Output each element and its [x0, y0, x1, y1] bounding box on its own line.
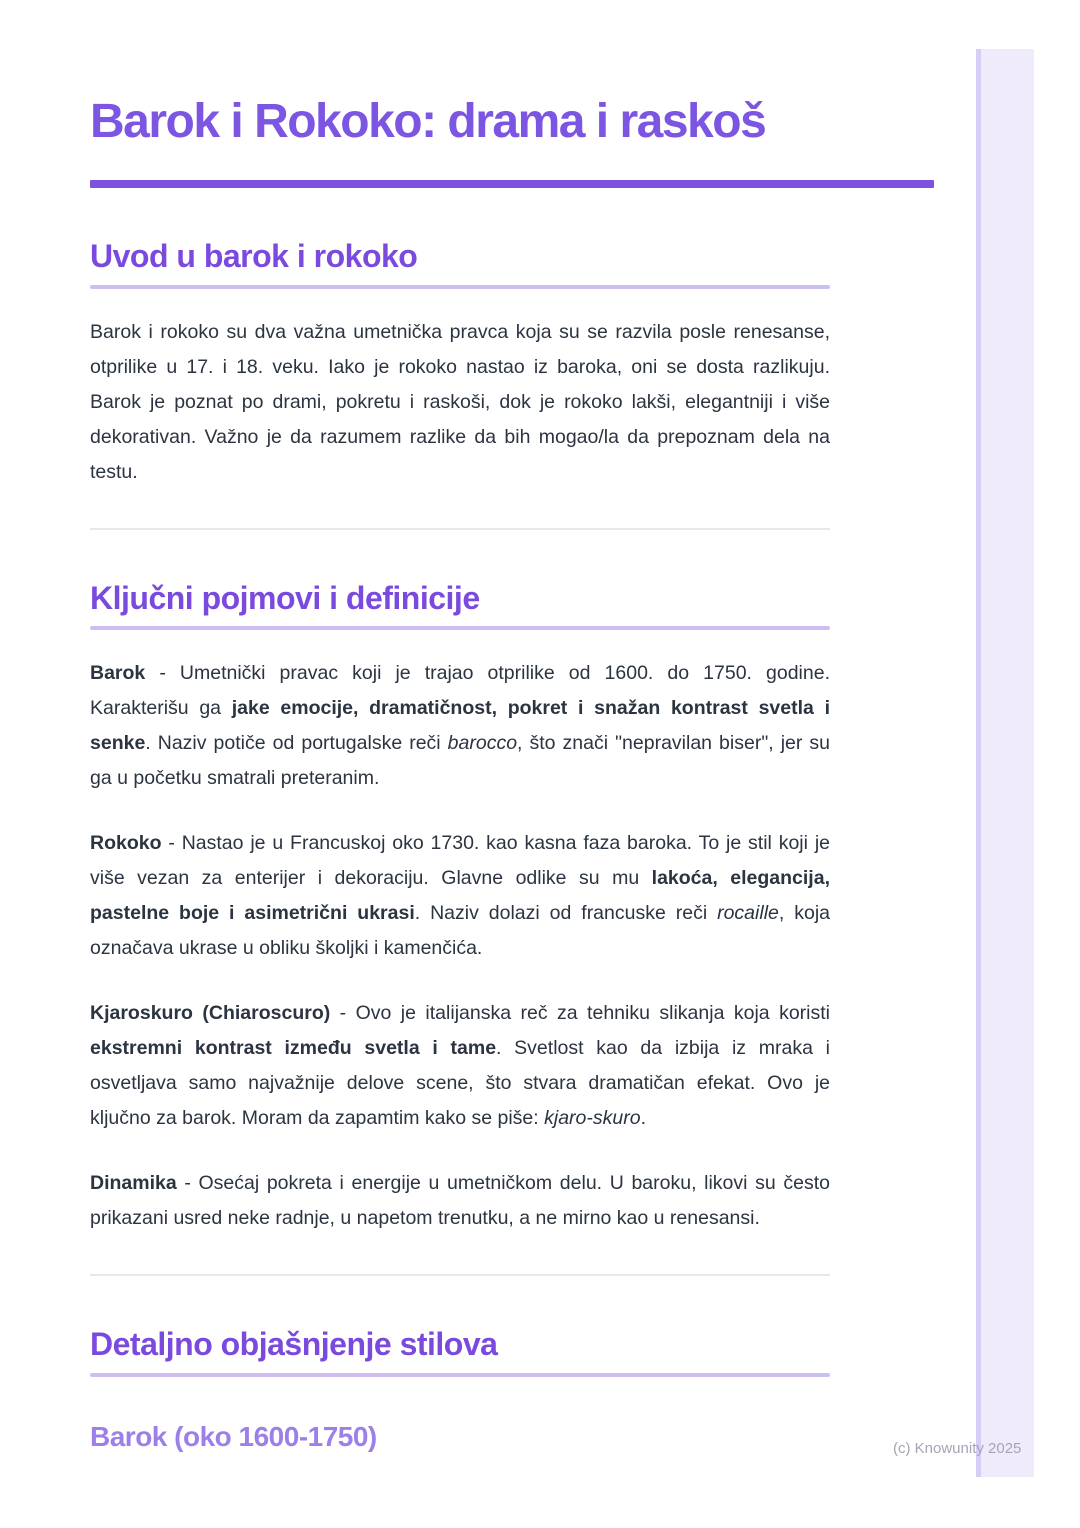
section-uvod — [90, 238, 830, 490]
definition-paragraph-barok: Barok - Umetnički pravac koji je trajao otprilike od 1600. do 1750. godine. Karakterišu ga jake emocije, dramatičnost, pokret i snažan kontrast svetla i senke. Naziv potiče od portugalske reči barocco, što znači "nepravilan biser", jer su ga u početku smatrali preteranim. — [90, 662, 830, 790]
title-rule — [90, 180, 934, 188]
heading-rule — [90, 1373, 830, 1377]
section-heading-kljucni-pojmovi: Ključni pojmovi i definicije — [90, 579, 480, 616]
section-heading-detaljno-objasnjenje: Detaljno objašnjenje stilova — [90, 1326, 498, 1363]
page-title: Barok i Rokoko: drama i raskoš — [90, 95, 766, 148]
document-content — [90, 0, 830, 1453]
decorative-side-bar — [976, 49, 1034, 1477]
section-detaljno-objasnjenje — [90, 1326, 830, 1453]
definition-paragraph-rokoko: Rokoko - Nastao je u Francuskoj oko 1730. kao kasna faza baroka. To je stil koji je više vezan za enterijer i dekoraciju. Glavne odlike su mu lakoća, elegancija, pastelne boje i asimetrični ukrasi. Naziv dolazi od francuske reči rocaille, koja označava ukrase u obliku školjki i kamenčića. — [90, 832, 830, 960]
section-heading-uvod: Uvod u barok i rokoko — [90, 237, 418, 274]
section-divider — [90, 1274, 830, 1276]
intro-paragraph: Barok i rokoko su dva važna umetnička pravca koja su se razvila posle renesanse, otprilike u 17. i 18. veku. Iako je rokoko nastao iz baroka, oni se dosta razlikuju. Barok je poznat po drami, pokretu i raskoši, dok je rokoko lakši, elegantniji i više dekorativan. Važno je da razumem razlike da bih mogao/la da prepoznam dela na testu. — [90, 320, 830, 483]
section-kljucni-pojmovi — [90, 580, 830, 1237]
copyright-notice: (c) Knowunity 2025 — [893, 1440, 1022, 1457]
subsection-heading-barok-period: Barok (oko 1600-1750) — [90, 1421, 377, 1453]
heading-rule — [90, 285, 830, 289]
section-divider — [90, 528, 830, 530]
definition-paragraph-dinamika: Dinamika - Osećaj pokreta i energije u umetničkom delu. U baroku, likovi su često prikazani usred neke radnje, u napetom trenutku, a ne mirno kao u renesansi. — [90, 1172, 830, 1230]
heading-rule — [90, 626, 830, 630]
definition-paragraph-kjaroskuro: Kjaroskuro (Chiaroscuro) - Ovo je italijanska reč za tehniku slikanja koja koristi ekstremni kontrast između svetla i tame. Svetlost kao da izbija iz mraka i osvetljava samo najvažnije delove scene, što stvara dramatičan efekat. Ovo je ključno za barok. Moram da zapamtim kako se piše: kjaro-skuro. — [90, 1002, 830, 1130]
